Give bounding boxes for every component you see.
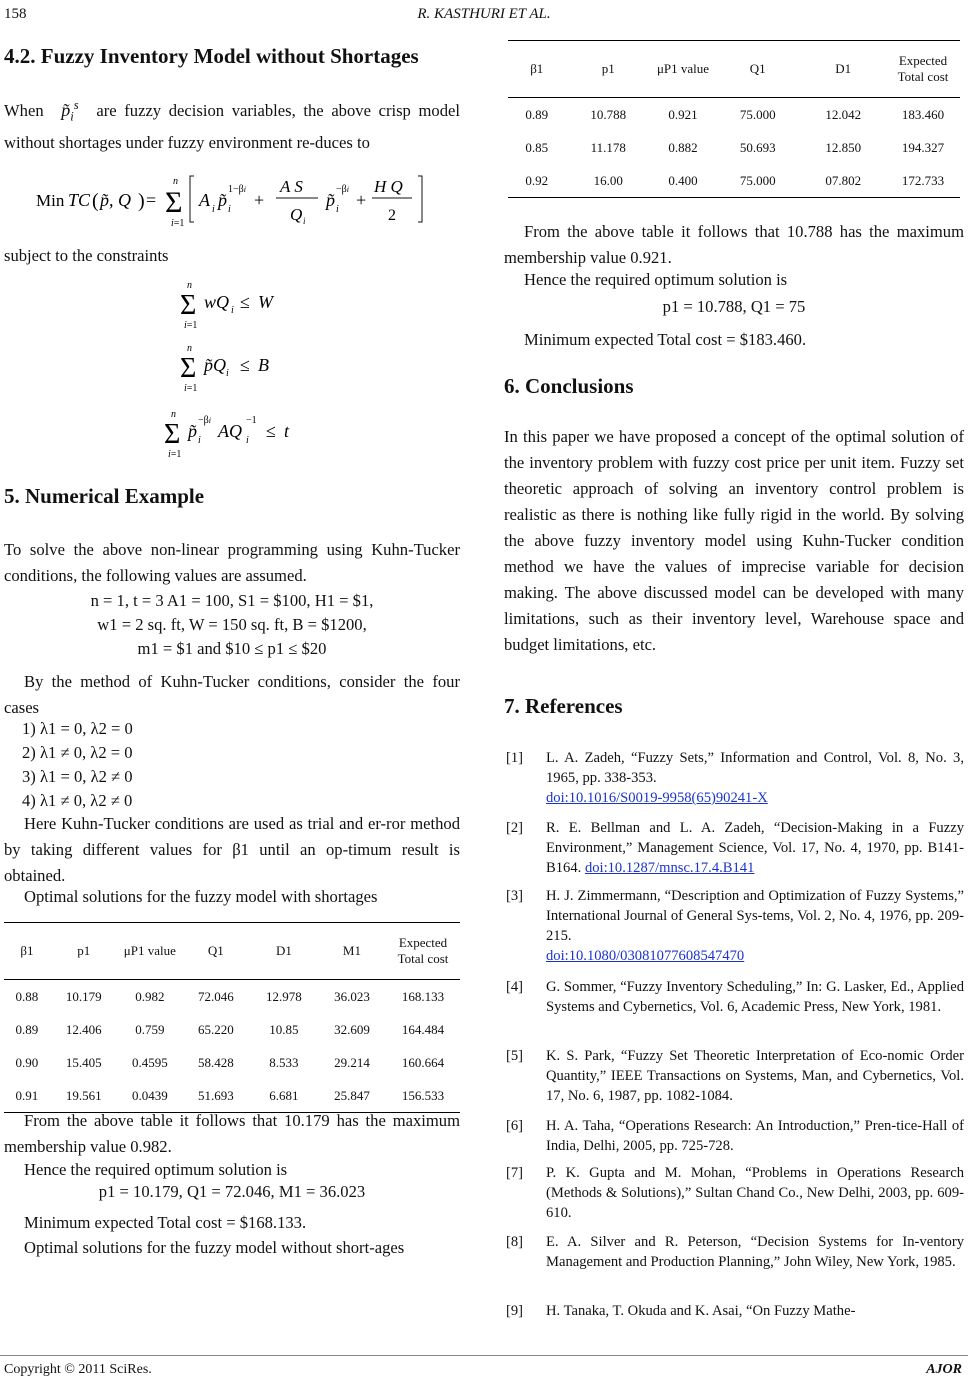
- svg-text:wQ: wQ: [204, 292, 230, 312]
- hence-optimum-2: Hence the required optimum solution is: [524, 270, 788, 289]
- svg-text:i=1: i=1: [168, 449, 182, 460]
- table-row: 0.91 19.561 0.0439 51.693 6.681 25.847 156.533: [4, 1079, 460, 1113]
- min-cost-2: Minimum expected Total cost = $183.460.: [524, 330, 807, 349]
- svg-text:i: i: [336, 204, 339, 215]
- section-4-2-title: 4.2. Fuzzy Inventory Model without Shortages: [4, 44, 419, 68]
- svg-text:W: W: [258, 292, 273, 312]
- svg-text:t: t: [284, 421, 290, 441]
- table-1-conclusion: From the above table it follows that 10.179 has the maximum membership value 0.982.: [4, 1111, 460, 1156]
- table-1-header: μP1 value: [118, 923, 182, 980]
- svg-text:i: i: [212, 204, 215, 215]
- constraint-warehouse: [176, 280, 336, 337]
- svg-text:i=1: i=1: [184, 320, 198, 331]
- reference-3: [3] H. J. Zimmermann, “Description and Optimization of Fuzzy Systems,” International Journal of General Sys-tems, Vol. 2, No. 4, 1976, pp. 209-215. doi:10.1080/03081077608547470: [506, 888, 964, 964]
- footer-rule: [0, 1355, 968, 1356]
- case-3: 3) λ1 = 0, λ2 ≠ 0: [22, 767, 133, 786]
- cases-intro: By the method of Kuhn-Tucker conditions, consider the four cases: [4, 672, 460, 717]
- svg-text:−βi: −βi: [336, 184, 349, 195]
- table-shortages: [4, 922, 460, 1113]
- table-row: 0.88 10.179 0.982 72.046 12.978 36.023 168.133: [15, 988, 445, 1004]
- svg-text:i: i: [198, 435, 201, 446]
- svg-text:Σ: Σ: [164, 419, 181, 450]
- constraint-time: [160, 405, 340, 466]
- svg-text:n: n: [173, 176, 178, 187]
- table-1-header: β1: [4, 923, 50, 980]
- svg-text:≤: ≤: [240, 355, 250, 375]
- optimum-solution-2: p1 = 10.788, Q1 = 75: [662, 297, 806, 316]
- objective-function: [36, 170, 456, 228]
- svg-text:i: i: [231, 305, 234, 316]
- constraint-budget: [176, 343, 336, 400]
- case-1: 1) λ1 = 0, λ2 = 0: [22, 719, 133, 738]
- table-1-header: Expected Total cost: [386, 923, 460, 980]
- reference-7: [7] P. K. Gupta and M. Mohan, “Problems in Operations Research (Methods & Solutions),” Sultan Chand Co., New Delhi, 2003, pp. 609-610.: [506, 1165, 964, 1221]
- table-1-header: p1: [50, 923, 118, 980]
- svg-text:Min: Min: [36, 191, 65, 210]
- svg-text:Σ: Σ: [180, 290, 197, 321]
- svg-text:Σ: Σ: [180, 353, 197, 384]
- svg-text:AQ: AQ: [218, 421, 242, 441]
- table-2-header: β1: [508, 41, 566, 98]
- reference-6: [6] H. A. Taha, “Operations Research: An Introduction,” Pren-tice-Hall of India, Delhi, 2005, pp. 725-728.: [506, 1118, 964, 1154]
- svg-text:H Q: H Q: [374, 177, 403, 196]
- copyright: Copyright © 2011 SciRes.: [4, 1362, 152, 1377]
- table-2-header: Expected Total cost: [886, 41, 960, 98]
- svg-text:A S: A S: [280, 177, 303, 196]
- svg-text:(: (: [92, 190, 99, 212]
- svg-text:A: A: [199, 190, 210, 210]
- table-2-header: D1: [800, 41, 886, 98]
- section-7-title: 7. References: [504, 694, 623, 718]
- reference-5: [5] K. S. Park, “Fuzzy Set Theoretic Interpretation of Eco-nomic Order Quantity,” IEEE Transactions on Systems, Man, and Cybernetics, Vol. 17, No. 6, 1987, pp. 1082-1084.: [506, 1048, 964, 1104]
- running-title: R. KASTHURI ET AL.: [417, 6, 551, 22]
- svg-text:Q: Q: [290, 205, 303, 224]
- table-1-header: M1: [318, 923, 386, 980]
- hence-optimum-1: Hence the required optimum solution is: [24, 1160, 288, 1179]
- svg-text:=: =: [146, 190, 157, 210]
- reference-1-doi-link[interactable]: doi:10.1016/S0019-9958(65)90241-X: [546, 790, 768, 806]
- page-number: 158: [4, 6, 27, 22]
- journal-name: AJOR: [926, 1362, 962, 1377]
- optimum-solution-1: p1 = 10.179, Q1 = 72.046, M1 = 36.023: [98, 1182, 366, 1201]
- subject-to-label: subject to the constraints: [4, 246, 169, 265]
- min-cost-1: Minimum expected Total cost = $168.133.: [24, 1213, 307, 1232]
- svg-text:i=1: i=1: [171, 218, 185, 228]
- assumed-values-line-2: w1 = 2 sq. ft, W = 150 sq. ft, B = $1200,: [97, 615, 367, 634]
- decision-variable-symbol: $p̃_i^s$: [61, 98, 79, 124]
- svg-text:n: n: [187, 280, 192, 291]
- svg-text:p̃, Q: p̃, Q: [100, 190, 131, 210]
- section-5-title: 5. Numerical Example: [4, 484, 205, 508]
- svg-text:i: i: [228, 204, 231, 215]
- reference-2-doi-link[interactable]: doi:10.1287/mnsc.17.4.B141: [584, 860, 755, 876]
- svg-text:+: +: [356, 190, 367, 210]
- svg-text:−1: −1: [246, 415, 257, 426]
- case-4: 4) λ1 ≠ 0, λ2 ≠ 0: [22, 791, 133, 810]
- reference-9: [9] H. Tanaka, T. Okuda and K. Asai, “On Fuzzy Mathe-: [506, 1303, 856, 1319]
- reference-1: [1] L. A. Zadeh, “Fuzzy Sets,” Information and Control, Vol. 8, No. 3, 1965, pp. 338-353. doi:10.1016/S0019-9958(65)90241-X: [506, 750, 964, 806]
- case-2: 2) λ1 ≠ 0, λ2 = 0: [22, 743, 133, 762]
- svg-text:Σ: Σ: [165, 186, 183, 219]
- conclusions-text: In this paper we have proposed a concept of the optimal solution of the inventory problem with fuzzy cost price per unit item. Fuzzy set theoretic approach of solving an inventory control problem is realistic as there is nothing like fully rigid in the world. By solving the above fuzzy inventory model using Kuhn-Tucker condition method we have the values of imprecise variable for decision making. The above discussed model can be developed with many limitations, such as their inventory level, Warehouse space and budget limitations, etc.: [504, 427, 964, 654]
- table-2-header: Q1: [715, 41, 800, 98]
- table-2-header: p1: [566, 41, 651, 98]
- svg-text:−βi: −βi: [198, 415, 211, 426]
- assumed-values-line-1: n = 1, t = 3 A1 = 100, S1 = $100, H1 = $1,: [90, 591, 374, 610]
- svg-text:i: i: [246, 435, 249, 446]
- reference-8: [8] E. A. Silver and R. Peterson, “Decision Systems for In-ventory Management and Production Planning,” John Wiley, New York, 1985.: [506, 1234, 964, 1270]
- table-row: 0.92 16.00 0.400 75.000 07.802 172.733: [508, 164, 960, 198]
- table-row: 0.89 10.788 0.921 75.000 12.042 183.460: [525, 106, 945, 122]
- svg-text:p̃: p̃: [188, 421, 197, 441]
- svg-text:1−βi: 1−βi: [228, 184, 246, 195]
- table-1-header: D1: [250, 923, 318, 980]
- svg-text:p̃Q: p̃Q: [204, 355, 226, 375]
- svg-text:n: n: [187, 343, 192, 354]
- table-row: 0.90 15.405 0.4595 58.428 8.533 29.214 160.664: [15, 1054, 445, 1070]
- reference-3-doi-link[interactable]: doi:10.1080/03081077608547470: [546, 948, 745, 964]
- svg-text:TC: TC: [68, 190, 91, 210]
- svg-text:+: +: [254, 190, 265, 210]
- without-shortages-intro: Optimal solutions for the fuzzy model without short-ages: [24, 1238, 405, 1257]
- section-5-intro: To solve the above non-linear programming using Kuhn-Tucker conditions, the following values are assumed.: [4, 540, 460, 585]
- reference-4: [4] G. Sommer, “Fuzzy Inventory Scheduling,” In: G. Lasker, Ed., Applied Systems and Cybernetics, Vol. 6, Academic Press, New York, 1981.: [506, 979, 964, 1015]
- table-2-header: μP1 value: [651, 41, 715, 98]
- reference-2: [2] R. E. Bellman and L. A. Zadeh, “Decision-Making in a Fuzzy Environment,” Management Science, Vol. 17, No. 4, 1970, pp. B141-B164. doi:10.1287/mnsc.17.4.B141: [506, 820, 964, 876]
- svg-text:2: 2: [388, 207, 396, 224]
- svg-text:i: i: [303, 216, 306, 226]
- table-1-caption: Optimal solutions for the fuzzy model with shortages: [24, 887, 378, 906]
- svg-text:i=1: i=1: [184, 383, 198, 394]
- svg-text:B: B: [258, 355, 269, 375]
- svg-text:≤: ≤: [266, 421, 276, 441]
- table-without-shortages: [508, 40, 960, 198]
- svg-text:): ): [138, 190, 145, 212]
- section-6-title: 6. Conclusions: [504, 374, 634, 398]
- svg-text:i: i: [226, 368, 229, 379]
- table-2-conclusion: From the above table it follows that 10.788 has the maximum membership value 0.921.: [504, 222, 964, 267]
- svg-text:≤: ≤: [240, 292, 250, 312]
- svg-text:p̃: p̃: [326, 190, 335, 210]
- section-4-2-intro: When $p̃_i^s$ are fuzzy decision variables, the above crisp model without shortages under fuzzy environment re-duces to: [4, 98, 460, 152]
- table-1-header: Q1: [182, 923, 250, 980]
- table-row: 0.89 12.406 0.759 65.220 10.85 32.609 164.484: [15, 1021, 445, 1037]
- assumed-values-line-3: m1 = $1 and $10 ≤ p1 ≤ $20: [137, 639, 327, 658]
- svg-text:p̃: p̃: [218, 190, 227, 210]
- table-row: 0.85 11.178 0.882 50.693 12.850 194.327: [525, 139, 945, 155]
- svg-text:n: n: [171, 409, 176, 420]
- trial-method-text: Here Kuhn-Tucker conditions are used as trial and er-ror method by taking different values for β1 until an op-timum result is obtained.: [4, 814, 460, 885]
